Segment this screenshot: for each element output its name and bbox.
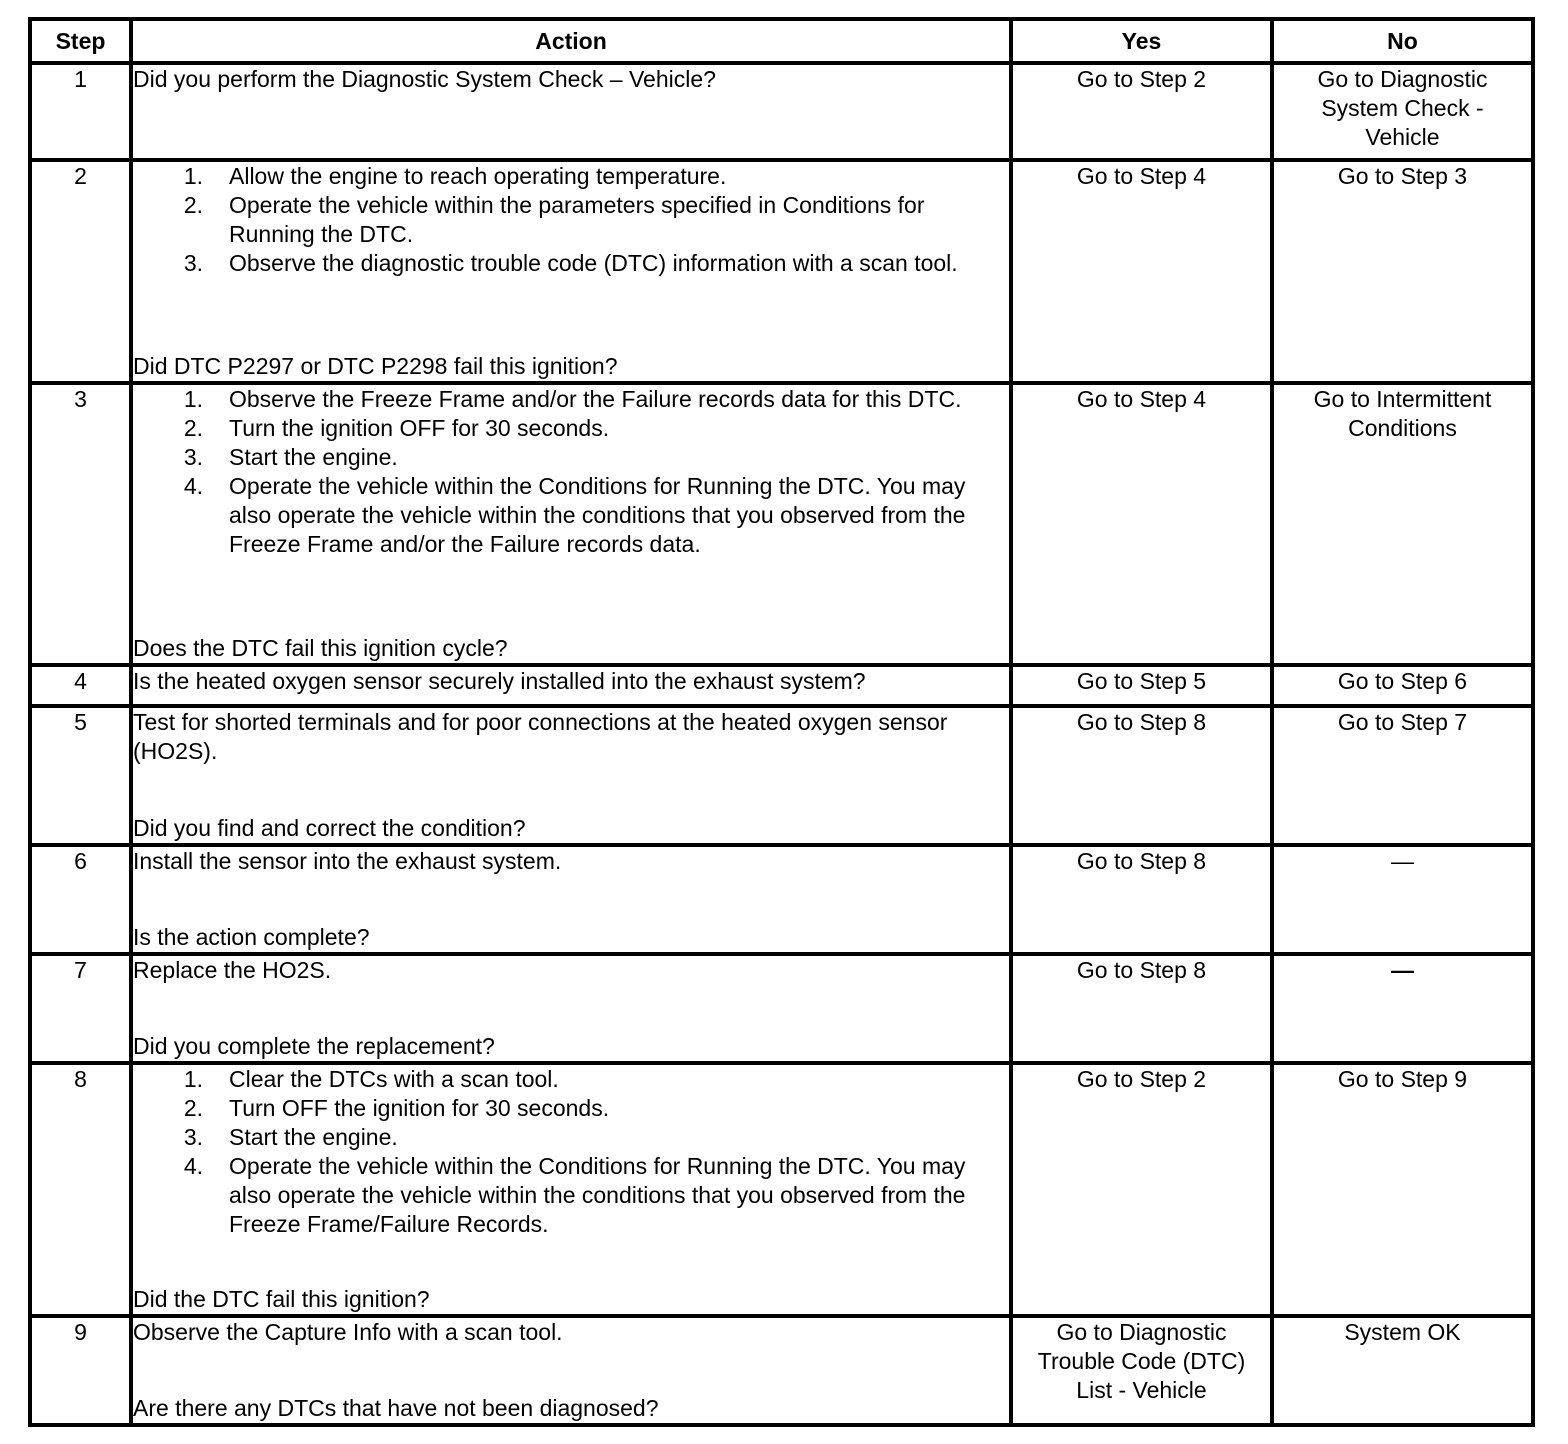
table-body [30, 63, 1533, 1425]
step-number: 3 [30, 383, 131, 665]
question-text: Did you find and correct the condition? [133, 814, 526, 841]
instruction-list [133, 1065, 1009, 1239]
action-cell [131, 954, 1011, 1063]
no-cell: Go to Step 7 [1272, 706, 1533, 844]
yes-cell: Go to Step 8 [1011, 954, 1272, 1063]
question-text: Are there any DTCs that have not been diagnosed? [133, 1395, 659, 1421]
action-cell [131, 160, 1011, 383]
list-item: 2. Turn the ignition OFF for 30 seconds. [183, 415, 610, 442]
action-cell [131, 706, 1011, 844]
yes-cell: Go to Step 8 [1011, 845, 1272, 954]
step-number: 5 [30, 706, 131, 844]
header-row [30, 19, 1533, 63]
table-row [30, 1063, 1533, 1316]
header-no: No [1272, 19, 1533, 63]
question-text: Did DTC P2297 or DTC P2298 fail this ignition? [133, 353, 618, 380]
list-item: 2. Turn OFF the ignition for 30 seconds. [183, 1094, 610, 1121]
list-item: 3. Observe the diagnostic trouble code (DTC) information with a scan tool. [183, 250, 958, 277]
yes-cell: Go to Step 5 [1011, 665, 1272, 706]
table-row [30, 954, 1533, 1063]
question-text: Did you complete the replacement? [133, 1032, 495, 1059]
instruction-list [133, 162, 1009, 278]
no-cell: Go to Step 3 [1272, 160, 1533, 383]
action-text: Install the sensor into the exhaust system. [133, 847, 562, 874]
step-number: 9 [30, 1316, 131, 1425]
action-text: Did you perform the Diagnostic System Check – Vehicle? [133, 66, 716, 92]
table-row [30, 665, 1533, 706]
step-number: 2 [30, 160, 131, 383]
no-cell: — [1272, 845, 1533, 954]
action-text: Observe the Capture Info with a scan tool. [133, 1318, 563, 1345]
action-text: Replace the HO2S. [133, 956, 332, 983]
list-item: 4. Operate the vehicle within the Conditions for Running the DTC. You may also operate the vehicle within the conditions that you observed from the Freeze Frame and/or the Failure records data. [183, 473, 966, 558]
table-row [30, 1316, 1533, 1425]
no-text: Go to Intermittent Conditions [1313, 386, 1492, 442]
step-number: 6 [30, 845, 131, 954]
yes-cell [1011, 1316, 1272, 1425]
step-number: 7 [30, 954, 131, 1063]
table-row [30, 706, 1533, 844]
table-row [30, 845, 1533, 954]
no-cell: System OK [1272, 1316, 1533, 1425]
question-text: Is the action complete? [133, 923, 370, 950]
yes-cell: Go to Step 4 [1011, 160, 1272, 383]
action-cell [131, 1063, 1011, 1316]
step-number: 4 [30, 665, 131, 706]
step-number: 8 [30, 1063, 131, 1316]
action-text: Is the heated oxygen sensor securely installed into the exhaust system? [133, 668, 866, 695]
instruction-list [133, 385, 1009, 559]
table-row [30, 63, 1533, 160]
no-cell: Go to Step 6 [1272, 665, 1533, 706]
action-cell [131, 845, 1011, 954]
no-cell: Go to Step 9 [1272, 1063, 1533, 1316]
no-cell [1272, 383, 1533, 665]
diagnostic-table [28, 17, 1535, 1427]
question-text: Does the DTC fail this ignition cycle? [133, 635, 508, 662]
action-cell [131, 63, 1011, 160]
list-item: 3. Start the engine. [183, 1123, 398, 1150]
table-row [30, 383, 1533, 665]
yes-text: Go to Diagnostic Trouble Code (DTC) List - Vehicle [1037, 1318, 1246, 1403]
list-item: 3. Start the engine. [183, 444, 398, 471]
list-item: 2. Operate the vehicle within the parameters specified in Conditions for Running the DTC. [183, 192, 925, 248]
no-cell [1272, 63, 1533, 160]
yes-cell: Go to Step 2 [1011, 1063, 1272, 1316]
question-text: Did the DTC fail this ignition? [133, 1285, 430, 1312]
action-cell [131, 665, 1011, 706]
list-item: 1. Clear the DTCs with a scan tool. [183, 1065, 559, 1092]
list-item: 4. Operate the vehicle within the Conditions for Running the DTC. You may also operate the vehicle within the conditions that you observed from the Freeze Frame/Failure Records. [183, 1152, 966, 1237]
action-text: Test for shorted terminals and for poor connections at the heated oxygen sensor (HO2S). [133, 709, 948, 765]
list-item: 1. Allow the engine to reach operating temperature. [183, 163, 727, 190]
action-cell [131, 1316, 1011, 1425]
no-text: Go to Diagnostic System Check - Vehicle [1317, 66, 1488, 150]
action-cell [131, 383, 1011, 665]
no-cell: — [1272, 954, 1533, 1063]
step-number: 1 [30, 63, 131, 160]
header-action: Action [131, 19, 1011, 63]
header-step: Step [30, 19, 131, 63]
list-item: 1. Observe the Freeze Frame and/or the Failure records data for this DTC. [183, 386, 962, 413]
yes-cell: Go to Step 8 [1011, 706, 1272, 844]
table-row [30, 160, 1533, 383]
yes-cell: Go to Step 2 [1011, 63, 1272, 160]
header-yes: Yes [1011, 19, 1272, 63]
yes-cell: Go to Step 4 [1011, 383, 1272, 665]
